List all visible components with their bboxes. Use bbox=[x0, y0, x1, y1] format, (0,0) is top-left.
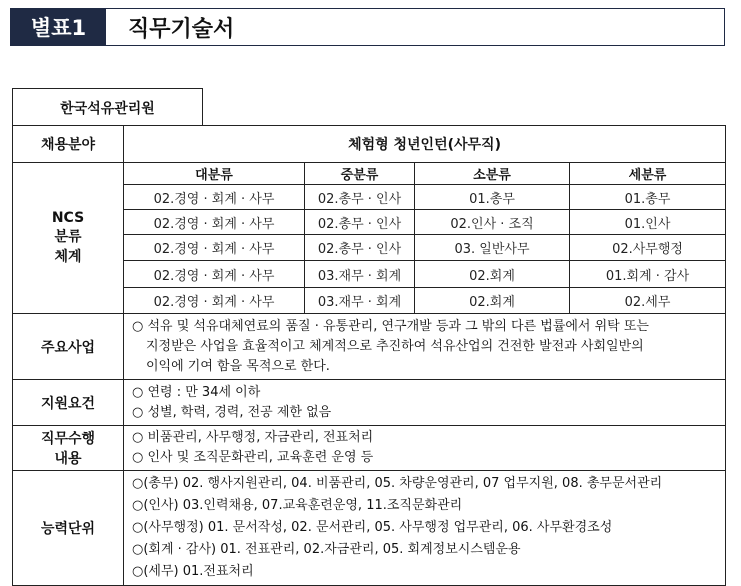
ncs-label-line: 분류 bbox=[54, 229, 82, 245]
recruit-row bbox=[13, 126, 726, 163]
ncs-label bbox=[13, 163, 124, 314]
ncs-cell: 02.총무 · 인사 bbox=[305, 210, 415, 235]
duties-label-line: 내용 bbox=[54, 451, 82, 467]
ncs-cell: 02.경영 · 회계 · 사무 bbox=[124, 288, 305, 314]
ncs-cell: 02.경영 · 회계 · 사무 bbox=[124, 235, 305, 261]
business-text bbox=[124, 314, 726, 380]
duties-text bbox=[124, 426, 726, 471]
requirement-item: ○ 성별, 학력, 경력, 전공 제한 없음 bbox=[132, 404, 332, 420]
ncs-cell: 02.총무 · 인사 bbox=[305, 235, 415, 261]
ncs-cell: 03.재무 · 회계 bbox=[305, 288, 415, 314]
ncs-header-row bbox=[13, 163, 726, 185]
ncs-col-detail: 세분류 bbox=[570, 163, 726, 185]
duties-label-line: 직무수행 bbox=[40, 431, 96, 447]
business-label: 주요사업 bbox=[13, 314, 124, 380]
unit-item: ○(총무) 02. 행사지원관리, 04. 비품관리, 05. 차량운영관리, 07 업무지원, 08. 총무문서관리 bbox=[132, 476, 663, 491]
ncs-cell: 02.인사 · 조직 bbox=[415, 210, 570, 235]
job-description-table bbox=[12, 125, 726, 586]
business-line: 이익에 기여 함을 목적으로 한다. bbox=[146, 358, 330, 374]
ncs-col-minor: 소분류 bbox=[415, 163, 570, 185]
ncs-cell: 01.회계 · 감사 bbox=[570, 261, 726, 288]
requirement-item: ○ 연령 : 만 34세 이하 bbox=[132, 384, 261, 400]
ncs-col-major: 대분류 bbox=[124, 163, 305, 185]
duty-item: ○ 비품관리, 사무행정, 자금관리, 전표처리 bbox=[132, 430, 374, 445]
unit-item: ○(사무행정) 01. 문서작성, 02. 문서관리, 05. 사무행정 업무관리, 06. 사무환경조성 bbox=[132, 520, 613, 535]
ncs-label-line: NCS bbox=[51, 210, 85, 226]
duties-row bbox=[13, 426, 726, 471]
units-row bbox=[13, 471, 726, 586]
duties-label bbox=[13, 426, 124, 471]
requirements-text bbox=[124, 380, 726, 426]
ncs-cell: 03.재무 · 회계 bbox=[305, 261, 415, 288]
recruit-field-label: 채용분야 bbox=[13, 126, 124, 163]
units-label: 능력단위 bbox=[13, 471, 124, 586]
business-line: ○ 석유 및 석유대체연료의 품질 · 유통관리, 연구개발 등과 그 밖의 다른 법률에서 위탁 또는 bbox=[132, 318, 649, 334]
page-title: 직무기술서 bbox=[128, 16, 235, 42]
business-row bbox=[13, 314, 726, 380]
ncs-cell: 02.사무행정 bbox=[570, 235, 726, 261]
ncs-cell: 02.회계 bbox=[415, 288, 570, 314]
ncs-cell: 02.경영 · 회계 · 사무 bbox=[124, 210, 305, 235]
ncs-cell: 01.인사 bbox=[570, 210, 726, 235]
ncs-cell: 02.경영 · 회계 · 사무 bbox=[124, 185, 305, 210]
ncs-cell: 02.총무 · 인사 bbox=[305, 185, 415, 210]
unit-item: ○(세무) 01.전표처리 bbox=[132, 564, 254, 579]
appendix-badge: 별표1 bbox=[11, 9, 106, 45]
ncs-cell: 01.총무 bbox=[415, 185, 570, 210]
ncs-label-line: 체계 bbox=[54, 249, 82, 265]
recruit-field-value: 체험형 청년인턴(사무직) bbox=[124, 126, 726, 163]
ncs-cell: 02.경영 · 회계 · 사무 bbox=[124, 261, 305, 288]
unit-item: ○(회계 · 감사) 01. 전표관리, 02.자금관리, 05. 회계정보시스템운용 bbox=[132, 542, 521, 557]
business-line: 지정받은 사업을 효율적이고 체계적으로 추진하여 석유산업의 건전한 발전과 사회일반의 bbox=[146, 338, 644, 354]
organization-name: 한국석유관리원 bbox=[12, 88, 203, 126]
ncs-col-middle: 중분류 bbox=[305, 163, 415, 185]
requirements-row bbox=[13, 380, 726, 426]
ncs-cell: 02.세무 bbox=[570, 288, 726, 314]
duty-item: ○ 인사 및 조직문화관리, 교육훈련 운영 등 bbox=[132, 450, 374, 465]
ncs-cell: 01.총무 bbox=[570, 185, 726, 210]
requirements-label: 지원요건 bbox=[13, 380, 124, 426]
units-text bbox=[124, 471, 726, 586]
unit-item: ○(인사) 03.인력채용, 07.교육훈련운영, 11.조직문화관리 bbox=[132, 498, 463, 513]
page-header bbox=[10, 8, 725, 46]
ncs-cell: 02.회계 bbox=[415, 261, 570, 288]
ncs-cell: 03. 일반사무 bbox=[415, 235, 570, 261]
